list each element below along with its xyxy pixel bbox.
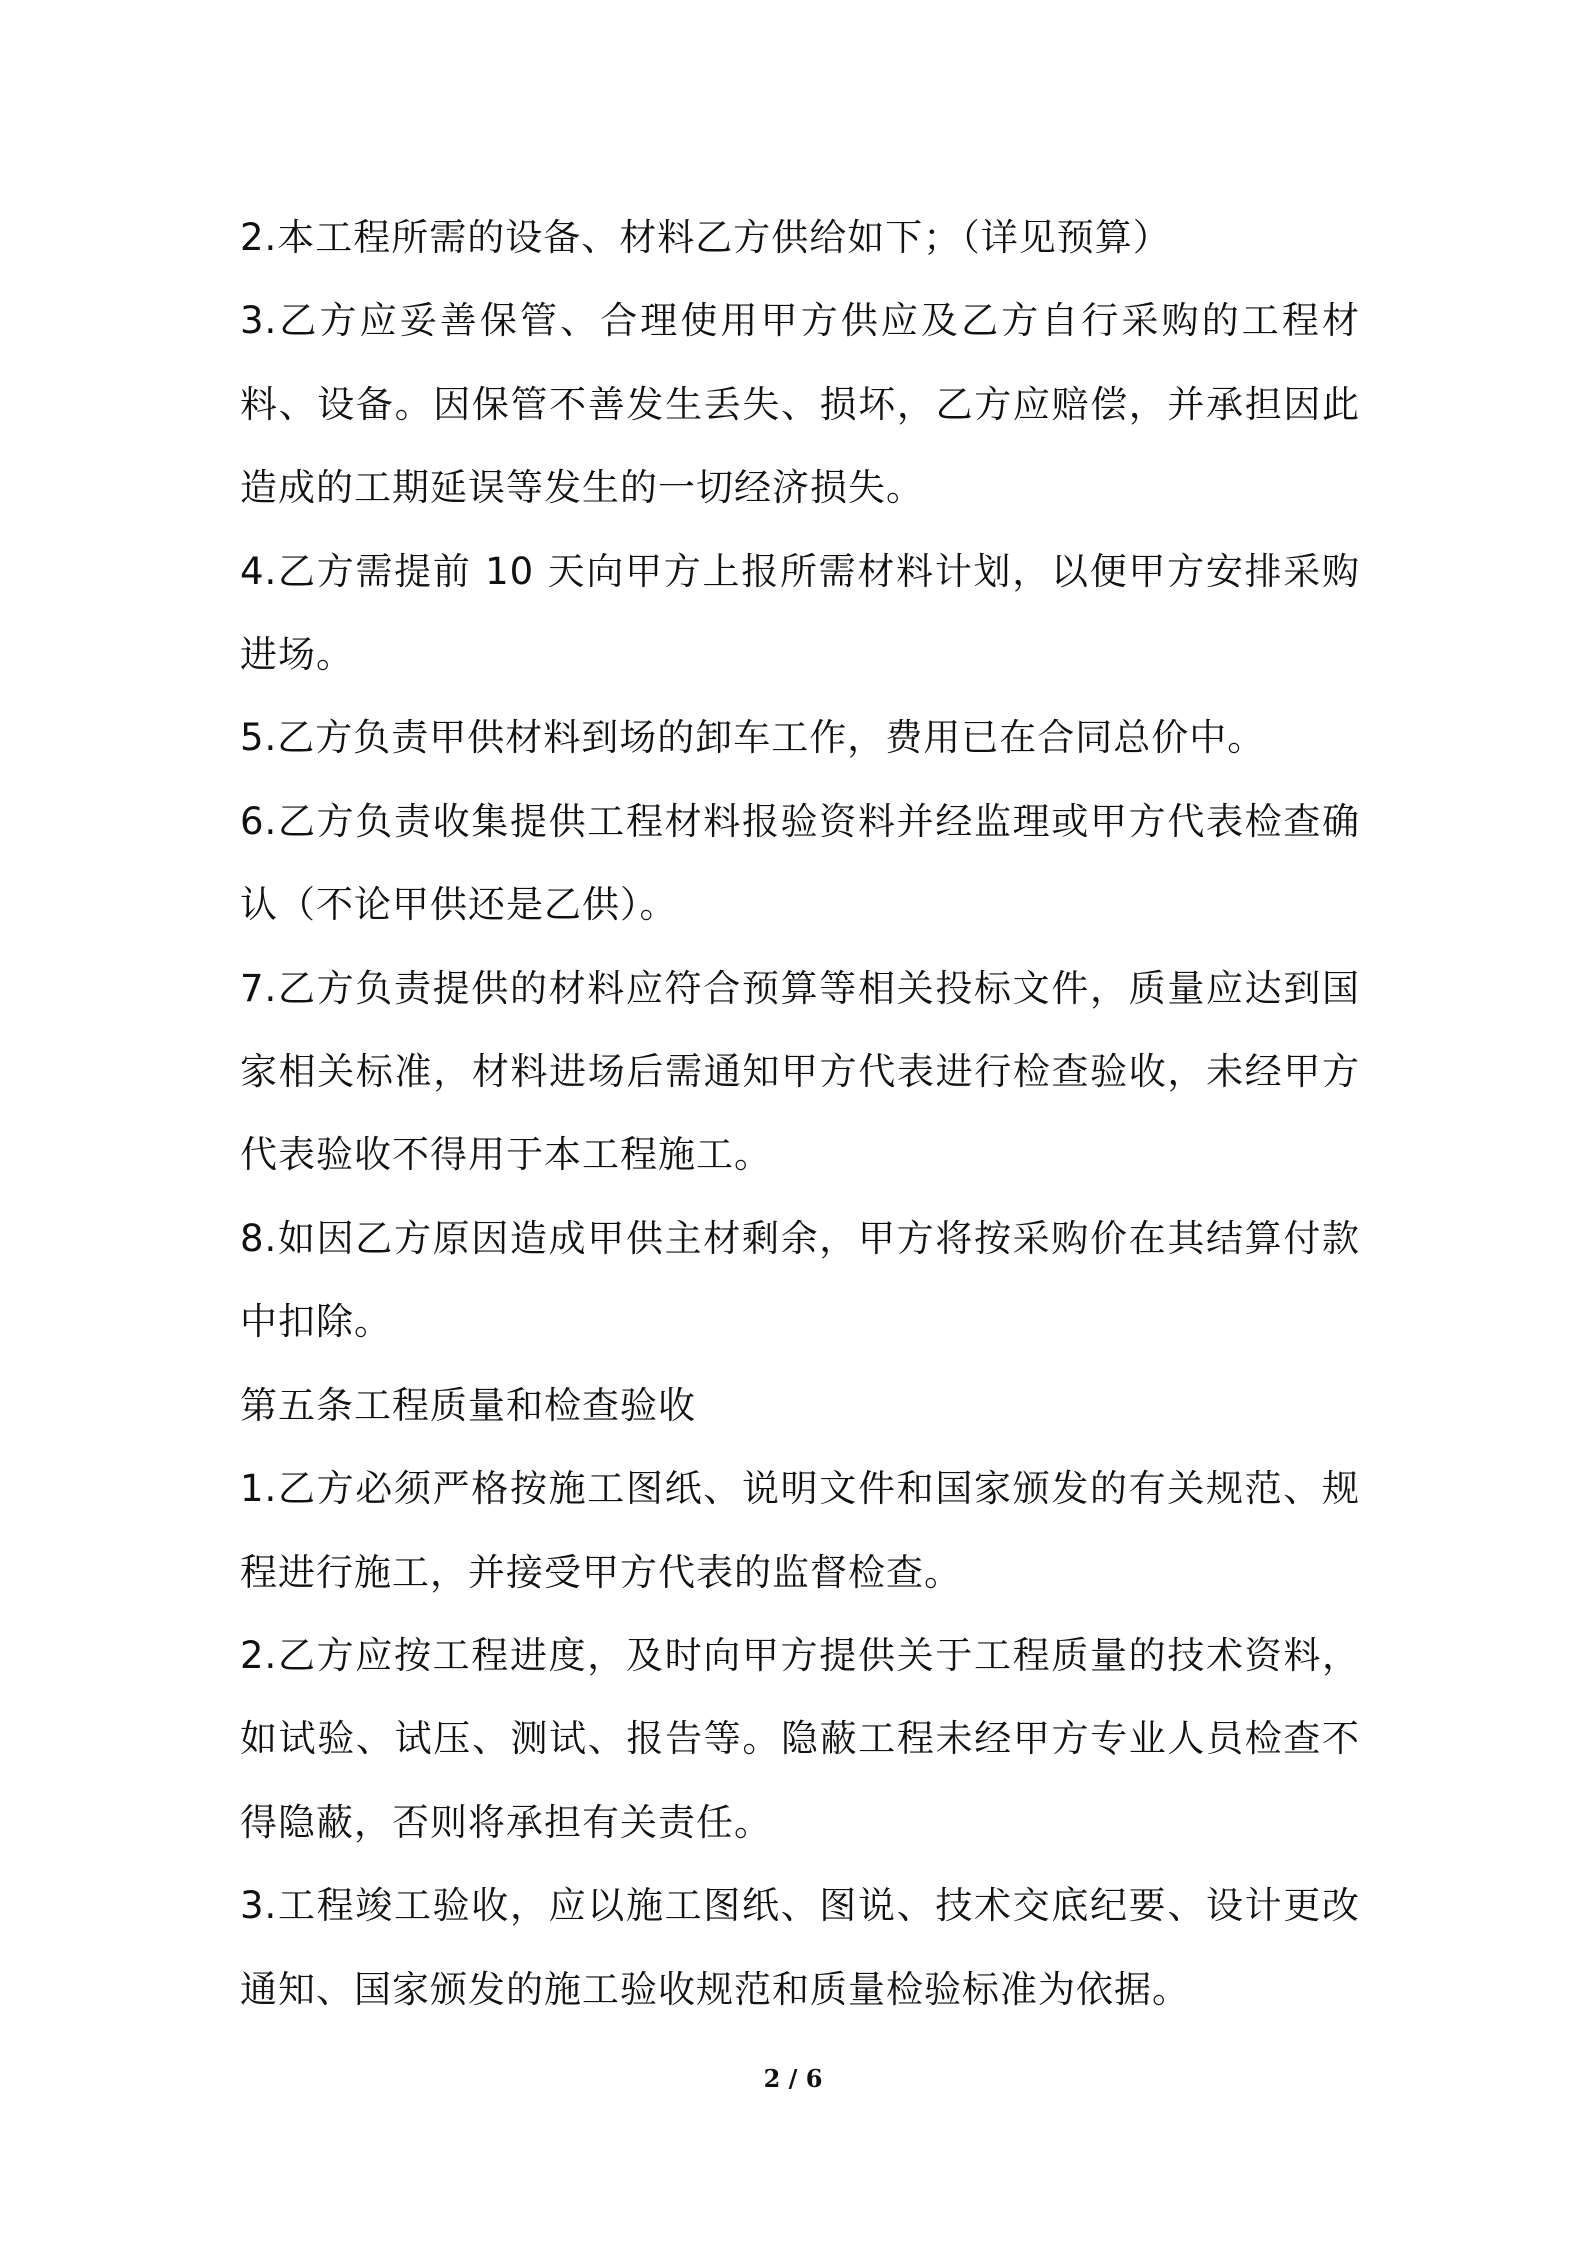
paragraph-article5-1-construction: 1.乙方必须严格按施工图纸、说明文件和国家颁发的有关规范、规程进行施工，并接受甲方代表的监督检查。 [240, 1467, 1360, 1594]
paragraph-7-material-standards: 7.乙方负责提供的材料应符合预算等相关投标文件，质量应达到国家相关标准，材料进场后需通知甲方代表进行检查验收，未经甲方代表验收不得用于本工程施工。 [240, 966, 1360, 1177]
paragraph-2-equipment-supply: 2.本工程所需的设备、材料乙方供给如下；（详见预算） [240, 216, 1171, 259]
paragraph-5-unloading: 5.乙方负责甲供材料到场的卸车工作，费用已在合同总价中。 [240, 716, 1266, 760]
document-body [240, 196, 1360, 2031]
page-number: 2 / 6 [763, 2064, 823, 2093]
paragraph-4-material-plan: 4.乙方需提前 10 天向甲方上报所需材料计划，以便甲方安排采购进场。 [240, 549, 1360, 677]
section-heading-article-5: 第五条工程质量和检查验收 [240, 1383, 696, 1427]
paragraph-6-inspection-docs: 6.乙方负责收集提供工程材料报验资料并经监理或甲方代表检查确认（不论甲供还是乙供）。 [240, 799, 1360, 927]
paragraph-article5-3-acceptance: 3.工程竣工验收，应以施工图纸、图说、技术交底纪要、设计更改通知、国家颁发的施工验收规范和质量检验标准为依据。 [240, 1884, 1360, 2011]
paragraph-3-material-custody: 3.乙方应妥善保管、合理使用甲方供应及乙方自行采购的工程材料、设备。因保管不善发生丢失、损坏，乙方应赔偿，并承担因此造成的工期延误等发生的一切经济损失。 [240, 299, 1360, 510]
paragraph-article5-2-quality-docs: 2.乙方应按工程进度，及时向甲方提供关于工程质量的技术资料，如试验、试压、测试、报告等。隐蔽工程未经甲方专业人员检查不得隐蔽，否则将承担有关责任。 [240, 1633, 1360, 1844]
paragraph-8-surplus-deduction: 8.如因乙方原因造成甲供主材剩余，甲方将按采购价在其结算付款中扣除。 [240, 1216, 1360, 1344]
